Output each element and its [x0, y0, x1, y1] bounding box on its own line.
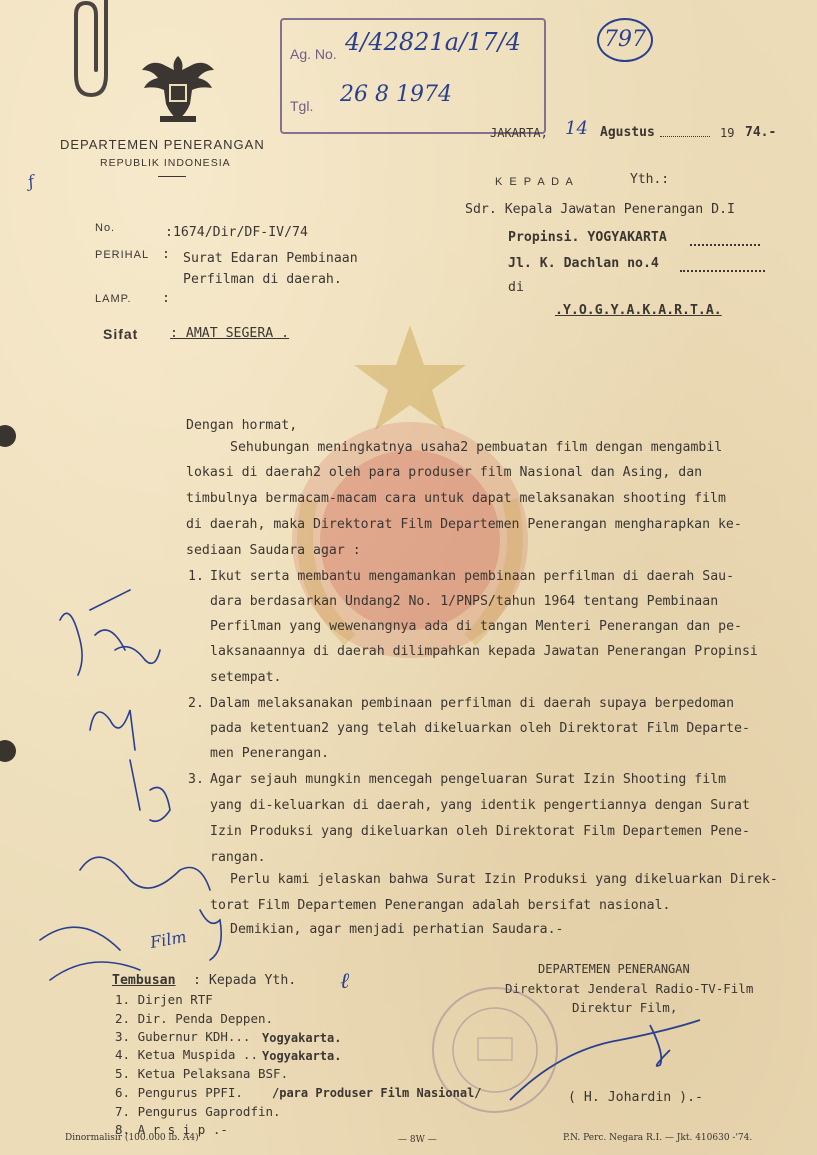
perihal-label: PERIHAL: [95, 249, 150, 261]
ag-number: 4/42821a/17/4: [345, 28, 521, 56]
ag-label: Ag. No.: [290, 46, 337, 62]
paperclip-icon: [66, 0, 126, 105]
punch-hole: [0, 740, 16, 762]
date-year-prefix: 19: [720, 126, 735, 140]
item-number: 1.: [188, 569, 204, 584]
cc-item: 1. Dirjen RTF: [115, 992, 213, 1007]
footer-center: — 8W —: [398, 1135, 437, 1145]
no-label: No.: [95, 222, 116, 234]
perihal-line-1: Surat Edaran Pembinaan: [183, 251, 358, 266]
addressee-line-2: Propinsi. YOGYAKARTA: [508, 230, 667, 245]
cc-item: 3. Gubernur KDH...: [115, 1029, 251, 1044]
cc-item: 2. Dir. Penda Deppen.: [115, 1011, 274, 1026]
sifat-label: Sifat: [103, 326, 139, 342]
footer-left: Dinormalisir (100.000 lb. A4): [65, 1133, 199, 1143]
addressee-dots-3: [680, 270, 765, 272]
tgl-date: 26 8 1974: [340, 82, 452, 107]
item-line: Ikut serta membantu mengamankan pembinaan perfilman di daerah Sau-: [210, 569, 735, 584]
handwritten-film-note: Film: [148, 926, 188, 953]
date-month: Agustus: [600, 125, 655, 140]
item-line: laksanaannya di daerah dilimpahkan kepada Jawatan Penerangan Propinsi: [210, 644, 758, 659]
cc-item: 6. Pengurus PPFI.: [115, 1085, 243, 1100]
signature-line-1: DEPARTEMEN PENERANGAN: [538, 962, 690, 976]
cc-item: 8. A r s i p .-: [115, 1122, 228, 1137]
cc-title: Tembusan: [112, 973, 176, 988]
cc-title-rest: : Kepada Yth.: [193, 973, 297, 988]
intro-line: timbulnya bermacam-macam cara untuk dapat melaksanakan shooting film: [186, 491, 726, 506]
cc-item: 7. Pengurus Gaprodfin.: [115, 1104, 281, 1119]
circled-number: [597, 18, 653, 62]
star-watermark-icon: [354, 325, 466, 430]
addressee-di: di: [508, 280, 524, 295]
note-line: torat Film Departemen Penerangan adalah bersifat nasional.: [210, 898, 671, 913]
garuda-emblem-icon: [138, 48, 218, 126]
perihal-sep: :: [162, 247, 170, 262]
intro-line: di daerah, maka Direktorat Film Departemen Penerangan mengharapkan ke-: [186, 517, 742, 532]
item-line: dara berdasarkan Undang2 No. 1/PNPS/tahun 1964 tentang Pembinaan: [210, 594, 719, 609]
signatory-name: ( H. Johardin ).-: [568, 1090, 703, 1105]
cc-annotation: /para Produser Film Nasional/: [272, 1086, 482, 1100]
lamp-sep: :: [162, 291, 170, 306]
cc-annotation: Yogyakarta.: [262, 1031, 342, 1045]
addressee-line-1: Sdr. Kepala Jawatan Penerangan D.I: [465, 202, 735, 217]
item-line: men Penerangan.: [210, 746, 330, 761]
republic-name: REPUBLIK INDONESIA: [100, 157, 231, 169]
cc-initial-mark: ℓ: [340, 969, 350, 994]
item-number: 2.: [188, 696, 204, 711]
footer-right: P.N. Perc. Negara R.I. — Jkt. 410630 -'74.: [563, 1133, 753, 1143]
cc-item: 5. Ketua Pelaksana BSF.: [115, 1066, 289, 1081]
kepada-label: K E P A D A: [495, 176, 575, 188]
tgl-label: Tgl.: [290, 98, 314, 114]
item-line: yang di-keluarkan di daerah, yang identik pengertiannya dengan Surat: [210, 798, 750, 813]
item-number: 3.: [188, 772, 204, 787]
date-year-suffix: 74.-: [745, 125, 777, 140]
department-name: DEPARTEMEN PENERANGAN: [60, 137, 265, 152]
item-line: pada ketentuan2 yang telah dikeluarkan oleh Direktorat Film Departe-: [210, 721, 750, 736]
addressee-dots-2: [690, 244, 760, 246]
sifat-value: : AMAT SEGERA .: [170, 326, 290, 341]
item-line: Dalam melaksanakan pembinaan perfilman di daerah supaya berpedoman: [210, 696, 735, 711]
intro-line: Sehubungan meningkatnya usaha2 pembuatan film dengan mengambil: [230, 440, 723, 455]
item-line: rangan.: [210, 850, 266, 865]
circled-number-text: 797: [604, 27, 646, 52]
cc-item: 4. Ketua Muspida ..: [115, 1047, 258, 1062]
letterhead-rule: [158, 176, 186, 177]
closing-line: Demikian, agar menjadi perhatian Saudara.-: [230, 922, 564, 937]
item-line: setempat.: [210, 670, 282, 685]
item-line: Perfilman yang wewenangnya ada di tangan Menteri Penerangan dan pe-: [210, 619, 742, 634]
handwritten-note-top: ƒ: [25, 171, 37, 192]
date-city: JAKARTA,: [490, 126, 548, 140]
date-day: 14: [565, 118, 588, 139]
signature-line-2: Direktorat Jenderal Radio-TV-Film: [505, 981, 754, 996]
intro-line: lokasi di daerah2 oleh para produser film Nasional dan Asing, dan: [186, 465, 703, 480]
yth-label: Yth.:: [630, 172, 670, 187]
cc-annotation: Yogyakarta.: [262, 1049, 342, 1063]
intro-line: sediaan Saudara agar :: [186, 543, 361, 558]
greeting: Dengan hormat,: [186, 418, 298, 433]
signature-line-3: Direktur Film,: [572, 1000, 678, 1015]
addressee-city: .Y.O.G.Y.A.K.A.R.T.A.: [555, 303, 722, 318]
perihal-line-2: Perfilman di daerah.: [183, 272, 342, 287]
date-dots: [660, 136, 710, 137]
item-line: Agar sejauh mungkin mencegah pengeluaran Surat Izin Shooting film: [210, 772, 727, 787]
no-value: :1674/Dir/DF-IV/74: [165, 225, 308, 240]
note-line: Perlu kami jelaskan bahwa Surat Izin Produksi yang dikeluarkan Direk-: [230, 872, 778, 887]
item-line: Izin Produksi yang dikeluarkan oleh Direktorat Film Departemen Pene-: [210, 824, 750, 839]
lamp-label: LAMP.: [95, 293, 132, 305]
addressee-line-3: Jl. K. Dachlan no.4: [508, 256, 659, 271]
punch-hole: [0, 425, 16, 447]
